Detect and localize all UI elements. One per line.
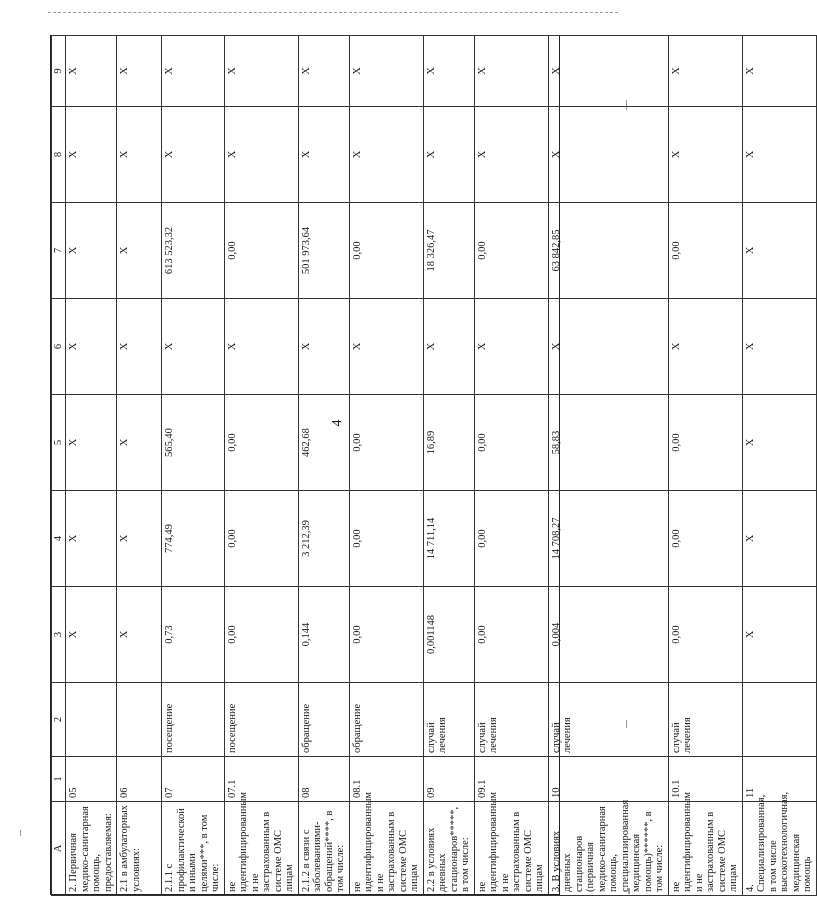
value-cell: X bbox=[66, 203, 117, 299]
value-cell: X bbox=[66, 299, 117, 395]
page-number: 4 bbox=[330, 419, 345, 427]
value-cell: X bbox=[423, 36, 474, 107]
unit-cell: случай лечения bbox=[474, 683, 548, 757]
row-label-cell: 2.1.1 с профилактической и иными целями***, в том числе: bbox=[162, 802, 225, 896]
column-header: 3 bbox=[52, 587, 66, 683]
value-cell: 0,00 bbox=[349, 395, 423, 491]
column-header: 4 bbox=[52, 491, 66, 587]
row-label-cell: 2.2 в условиях дневных стационаров*****, в том числе: bbox=[423, 802, 474, 896]
column-header: 8 bbox=[52, 107, 66, 203]
row-label-cell: не идентифицированным и не застрахованным в системе ОМС лицам bbox=[668, 802, 742, 896]
row-label-cell: 2.1.2 в связи с заболеваниями-обращений****, в том числе: bbox=[298, 802, 349, 896]
value-cell: 0,00 bbox=[349, 587, 423, 683]
row-code-cell: 08.1 bbox=[349, 757, 423, 802]
value-cell: X bbox=[742, 395, 816, 491]
value-cell: 462,68 bbox=[298, 395, 349, 491]
value-cell: X bbox=[742, 587, 816, 683]
top-scan-rule bbox=[48, 12, 618, 13]
value-cell: 0,00 bbox=[668, 395, 742, 491]
value-cell: X bbox=[423, 299, 474, 395]
row-label-cell: 2.1 в амбулаторных условиях: bbox=[117, 802, 162, 896]
value-cell: X bbox=[66, 36, 117, 107]
table-rotation-wrapper bbox=[51, 36, 813, 896]
value-cell: X bbox=[117, 395, 162, 491]
value-cell: 14 708,27 bbox=[548, 491, 668, 587]
value-cell: 0,00 bbox=[349, 203, 423, 299]
medical-care-table bbox=[51, 35, 817, 896]
table-row bbox=[474, 36, 548, 896]
value-cell: 16,89 bbox=[423, 395, 474, 491]
value-cell: 0,00 bbox=[224, 587, 298, 683]
table-row bbox=[349, 36, 423, 896]
value-cell: X bbox=[349, 36, 423, 107]
value-cell: X bbox=[548, 36, 668, 107]
value-cell: X bbox=[668, 36, 742, 107]
value-cell: X bbox=[474, 107, 548, 203]
value-cell: 613 523,32 bbox=[162, 203, 225, 299]
value-cell: X bbox=[474, 36, 548, 107]
value-cell: 0,00 bbox=[224, 203, 298, 299]
unit-cell bbox=[117, 683, 162, 757]
table-row bbox=[117, 36, 162, 896]
value-cell: X bbox=[117, 36, 162, 107]
value-cell: X bbox=[66, 491, 117, 587]
value-cell: 14 711,14 bbox=[423, 491, 474, 587]
value-cell: 18 326,47 bbox=[423, 203, 474, 299]
table-row bbox=[66, 36, 117, 896]
value-cell: 0,73 bbox=[162, 587, 225, 683]
value-cell: X bbox=[117, 491, 162, 587]
value-cell: X bbox=[349, 299, 423, 395]
value-cell: 501 973,64 bbox=[298, 203, 349, 299]
value-cell: 0,00 bbox=[349, 491, 423, 587]
row-label-cell: 2. Первичная медико-санитарная помощь, предоставляемая: bbox=[66, 802, 117, 896]
value-cell: X bbox=[742, 107, 816, 203]
unit-cell bbox=[742, 683, 816, 757]
value-cell: X bbox=[117, 107, 162, 203]
row-code-cell: 05 bbox=[66, 757, 117, 802]
value-cell: 0,001148 bbox=[423, 587, 474, 683]
column-header: A bbox=[52, 802, 66, 896]
value-cell: X bbox=[298, 299, 349, 395]
header-row bbox=[52, 36, 66, 896]
value-cell: X bbox=[224, 36, 298, 107]
value-cell: X bbox=[162, 36, 225, 107]
row-code-cell: 09 bbox=[423, 757, 474, 802]
row-code-cell: 07 bbox=[162, 757, 225, 802]
row-label-cell: не идентифицированным и не застрахованным в системе ОМС лицам bbox=[224, 802, 298, 896]
value-cell: 0,00 bbox=[474, 203, 548, 299]
table-row bbox=[224, 36, 298, 896]
table-row bbox=[548, 36, 668, 896]
row-label-cell: 3. В условиях дневных стационаров (первичная медико-санитарная помощь, специализированная медицинская помощь)******, в том числе: bbox=[548, 802, 668, 896]
value-cell: X bbox=[66, 107, 117, 203]
row-code-cell: 11 bbox=[742, 757, 816, 802]
value-cell: X bbox=[474, 299, 548, 395]
table-row bbox=[742, 36, 816, 896]
table-row bbox=[162, 36, 225, 896]
row-label-cell: 4. Специализированная, в том числе высокотехнологичная, медицинская помощь bbox=[742, 802, 816, 896]
unit-cell: обращение bbox=[298, 683, 349, 757]
row-code-cell: 08 bbox=[298, 757, 349, 802]
value-cell: X bbox=[548, 107, 668, 203]
unit-cell: посещение bbox=[162, 683, 225, 757]
value-cell: X bbox=[742, 203, 816, 299]
value-cell: 0,00 bbox=[474, 491, 548, 587]
value-cell: X bbox=[162, 299, 225, 395]
value-cell: 3 212,39 bbox=[298, 491, 349, 587]
unit-cell: случай лечения bbox=[668, 683, 742, 757]
value-cell: 0,144 bbox=[298, 587, 349, 683]
value-cell: 58,83 bbox=[548, 395, 668, 491]
column-header: 7 bbox=[52, 203, 66, 299]
value-cell: X bbox=[117, 587, 162, 683]
row-label-cell: не идентифицированным и не застрахованным в системе ОМС лицам bbox=[349, 802, 423, 896]
value-cell: X bbox=[224, 299, 298, 395]
row-code-cell: 09.1 bbox=[474, 757, 548, 802]
value-cell: X bbox=[298, 36, 349, 107]
unit-cell: посещение bbox=[224, 683, 298, 757]
table-row bbox=[298, 36, 349, 896]
value-cell: X bbox=[224, 107, 298, 203]
value-cell: X bbox=[668, 299, 742, 395]
value-cell: X bbox=[668, 107, 742, 203]
value-cell: 0,00 bbox=[224, 491, 298, 587]
column-header: 6 bbox=[52, 299, 66, 395]
unit-cell: случай лечения bbox=[423, 683, 474, 757]
column-header: 5 bbox=[52, 395, 66, 491]
rotated-table-sheet bbox=[50, 35, 813, 895]
row-code-cell: 06 bbox=[117, 757, 162, 802]
column-header: 9 bbox=[52, 36, 66, 107]
value-cell: X bbox=[742, 299, 816, 395]
value-cell: 63 842,85 bbox=[548, 203, 668, 299]
column-header: 1 bbox=[52, 757, 66, 802]
unit-cell bbox=[66, 683, 117, 757]
value-cell: X bbox=[117, 203, 162, 299]
value-cell: X bbox=[548, 299, 668, 395]
row-code-cell: 10.1 bbox=[668, 757, 742, 802]
row-code-cell: 07.1 bbox=[224, 757, 298, 802]
value-cell: 0,00 bbox=[668, 203, 742, 299]
value-cell: 0,00 bbox=[224, 395, 298, 491]
value-cell: X bbox=[66, 395, 117, 491]
value-cell: 0,004 bbox=[548, 587, 668, 683]
value-cell: 565,40 bbox=[162, 395, 225, 491]
unit-cell: случай лечения bbox=[548, 683, 668, 757]
value-cell: X bbox=[298, 107, 349, 203]
value-cell: X bbox=[742, 36, 816, 107]
column-header: 2 bbox=[52, 683, 66, 757]
value-cell: X bbox=[423, 107, 474, 203]
row-code-cell: 10 bbox=[548, 757, 668, 802]
unit-cell: обращение bbox=[349, 683, 423, 757]
value-cell: X bbox=[742, 491, 816, 587]
value-cell: X bbox=[66, 587, 117, 683]
table-row bbox=[423, 36, 474, 896]
value-cell: 0,00 bbox=[668, 587, 742, 683]
value-cell: X bbox=[117, 299, 162, 395]
scan-mark bbox=[20, 830, 21, 836]
row-label-cell: не идентифицированным и не застрахованным в системе ОМС лицам bbox=[474, 802, 548, 896]
value-cell: 774,49 bbox=[162, 491, 225, 587]
table-row bbox=[668, 36, 742, 896]
value-cell: 0,00 bbox=[668, 491, 742, 587]
value-cell: 0,00 bbox=[474, 395, 548, 491]
value-cell: 0,00 bbox=[474, 587, 548, 683]
value-cell: X bbox=[162, 107, 225, 203]
value-cell: X bbox=[349, 107, 423, 203]
